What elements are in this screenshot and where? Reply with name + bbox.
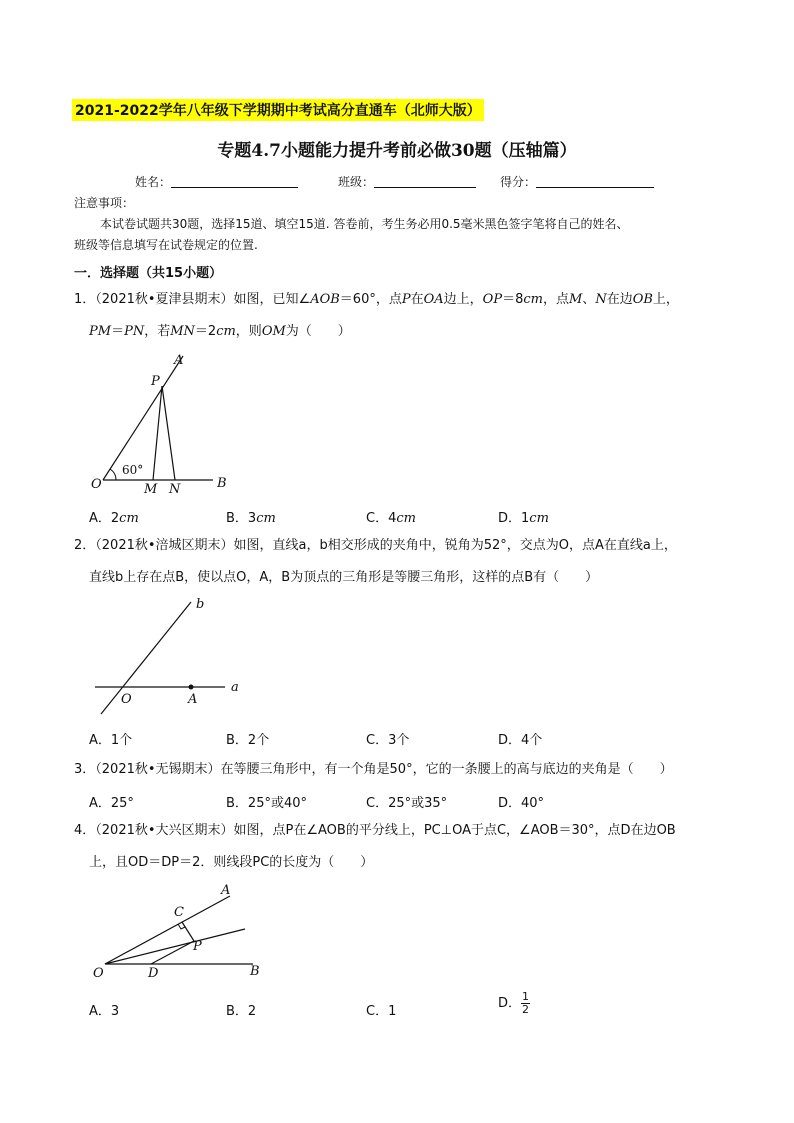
unit: cm xyxy=(529,511,549,526)
question-3-option-a[interactable]: A．25° xyxy=(89,796,134,811)
question-3-option-b[interactable]: B．25°或40° xyxy=(226,796,308,811)
ray-oa xyxy=(103,356,183,480)
notice-line-2: 班级等信息填写在试卷规定的位置. xyxy=(74,238,258,252)
angle-label: 60° xyxy=(122,463,144,477)
name-blank xyxy=(171,175,298,188)
score-blank xyxy=(536,175,654,188)
text: 在边 xyxy=(606,292,633,307)
question-4-option-b[interactable]: B．2 xyxy=(226,1004,257,1019)
class-field xyxy=(338,173,476,190)
question-4-line-1: 4．（2021秋•大兴区期末）如图，点P在∠AOB的平分线上，PC⊥OA于点C，∠AOB＝30°，点D在边OB xyxy=(74,823,676,838)
text: 1．（2021秋•夏津县期末）如图，已知∠ xyxy=(74,292,311,307)
option-text: D．1 xyxy=(498,511,530,526)
name-label: 姓名： xyxy=(135,175,172,189)
question-4-line-2: 上，且OD＝DP＝2．则线段PC的长度为（ ） xyxy=(89,855,374,870)
label-p: P xyxy=(193,939,202,954)
name-field xyxy=(135,173,298,190)
score-field xyxy=(500,173,654,190)
question-1-option-a[interactable] xyxy=(89,507,139,526)
question-4-option-d[interactable] xyxy=(498,991,530,1016)
label-c: C xyxy=(174,905,184,920)
math: OM xyxy=(261,324,286,339)
label-a-line: a xyxy=(231,680,239,695)
unit: cm xyxy=(396,511,416,526)
math: cm xyxy=(216,324,236,339)
label-b: b xyxy=(196,597,205,612)
option-text: B．3 xyxy=(226,511,257,526)
page-title: 专题4.7小题能力提升考前必做30题（压轴篇） xyxy=(217,141,577,161)
section-heading: 一．选择题（共15小题） xyxy=(74,266,223,281)
label-a: A xyxy=(174,353,184,368)
label-n: N xyxy=(169,482,181,497)
text: ＝ xyxy=(111,324,125,339)
class-label: 班级： xyxy=(338,175,375,189)
label-b: B xyxy=(250,964,260,979)
question-3-line-1: 3．（2021秋•无锡期末）在等腰三角形中，有一个角是50°，它的一条腰上的高与底边的夹角是（ ） xyxy=(74,762,673,777)
question-2-figure xyxy=(85,590,255,720)
fraction-denominator: 2 xyxy=(522,1003,530,1017)
option-text: A．2 xyxy=(89,511,120,526)
label-o: O xyxy=(91,477,102,492)
math: AOB xyxy=(310,292,340,307)
text: 上， xyxy=(652,292,679,307)
label-a: A xyxy=(221,883,231,898)
question-4-option-c[interactable]: C．1 xyxy=(366,1004,397,1019)
ray-op xyxy=(105,929,245,964)
label-a-point: A xyxy=(188,692,198,707)
math: cm xyxy=(523,292,543,307)
text: 、 xyxy=(582,292,596,307)
unit: cm xyxy=(256,511,276,526)
question-2-option-a[interactable]: A．1个 xyxy=(89,733,133,748)
math: PM xyxy=(89,324,112,339)
question-1-option-b[interactable] xyxy=(226,507,276,526)
label-o: O xyxy=(93,966,104,980)
line-b xyxy=(101,602,191,714)
fraction-numerator: 1 xyxy=(522,990,530,1003)
notice-heading: 注意事项： xyxy=(74,196,135,210)
question-2-line-2: 直线b上存在点B，使以点O，A，B为顶点的三角形是等腰三角形，这样的点B有（ ） xyxy=(89,570,599,585)
math: P xyxy=(401,292,411,307)
label-b: B xyxy=(217,476,227,491)
question-3-option-d[interactable]: D．40° xyxy=(498,796,545,811)
label-o: O xyxy=(121,692,132,707)
math: OP xyxy=(482,292,503,307)
option-text: D． xyxy=(498,996,522,1012)
text: ＝8 xyxy=(502,292,524,307)
point-a xyxy=(189,685,194,690)
label-d: D xyxy=(148,966,159,980)
ray-oa xyxy=(105,896,230,964)
question-2-line-1: 2．（2021秋•涪城区期末）如图，直线a，b相交形成的夹角中，锐角为52°，交点为O，点A在直线a上， xyxy=(74,538,677,553)
text: ，若 xyxy=(144,324,171,339)
option-text: C．4 xyxy=(366,511,397,526)
question-1-option-d[interactable] xyxy=(498,507,549,526)
question-4-figure xyxy=(85,880,270,980)
label-m: M xyxy=(144,482,158,497)
text: 为（ ） xyxy=(285,324,351,339)
question-1-line-2 xyxy=(89,324,351,341)
math: OB xyxy=(632,292,653,307)
series-banner: 2021-2022学年八年级下学期期中考试高分直通车（北师大版） xyxy=(72,99,484,121)
math: M xyxy=(568,292,583,307)
math: MN xyxy=(170,324,195,339)
question-1-figure xyxy=(85,350,245,498)
question-1-option-c[interactable] xyxy=(366,507,416,526)
class-blank xyxy=(374,175,476,188)
text: ，点 xyxy=(542,292,569,307)
question-3-option-c[interactable]: C．25°或35° xyxy=(366,796,448,811)
text: ＝60°，点 xyxy=(339,292,402,307)
text: 边上， xyxy=(443,292,483,307)
angle-arc xyxy=(110,469,116,480)
question-4-option-a[interactable]: A．3 xyxy=(89,1004,120,1019)
unit: cm xyxy=(119,511,139,526)
math: PN xyxy=(124,324,145,339)
notice-line-1: 本试卷试题共30题，选择15道、填空15道. 答卷前，考生务必用0.5毫米黑色签字笔将自己的姓名、 xyxy=(100,217,629,231)
question-2-option-b[interactable]: B．2个 xyxy=(226,733,270,748)
label-p: P xyxy=(151,374,160,389)
text: 在 xyxy=(410,292,424,307)
question-2-option-c[interactable]: C．3个 xyxy=(366,733,410,748)
math: OA xyxy=(423,292,444,307)
segment-pn xyxy=(162,386,175,480)
question-2-option-d[interactable]: D．4个 xyxy=(498,733,543,748)
math: N xyxy=(595,292,607,307)
segment-dp xyxy=(151,941,194,964)
score-label: 得分： xyxy=(500,175,537,189)
text: ＝2 xyxy=(194,324,217,339)
question-1-line-1 xyxy=(74,292,679,309)
text: ，则 xyxy=(235,324,262,339)
fraction xyxy=(521,991,530,1016)
